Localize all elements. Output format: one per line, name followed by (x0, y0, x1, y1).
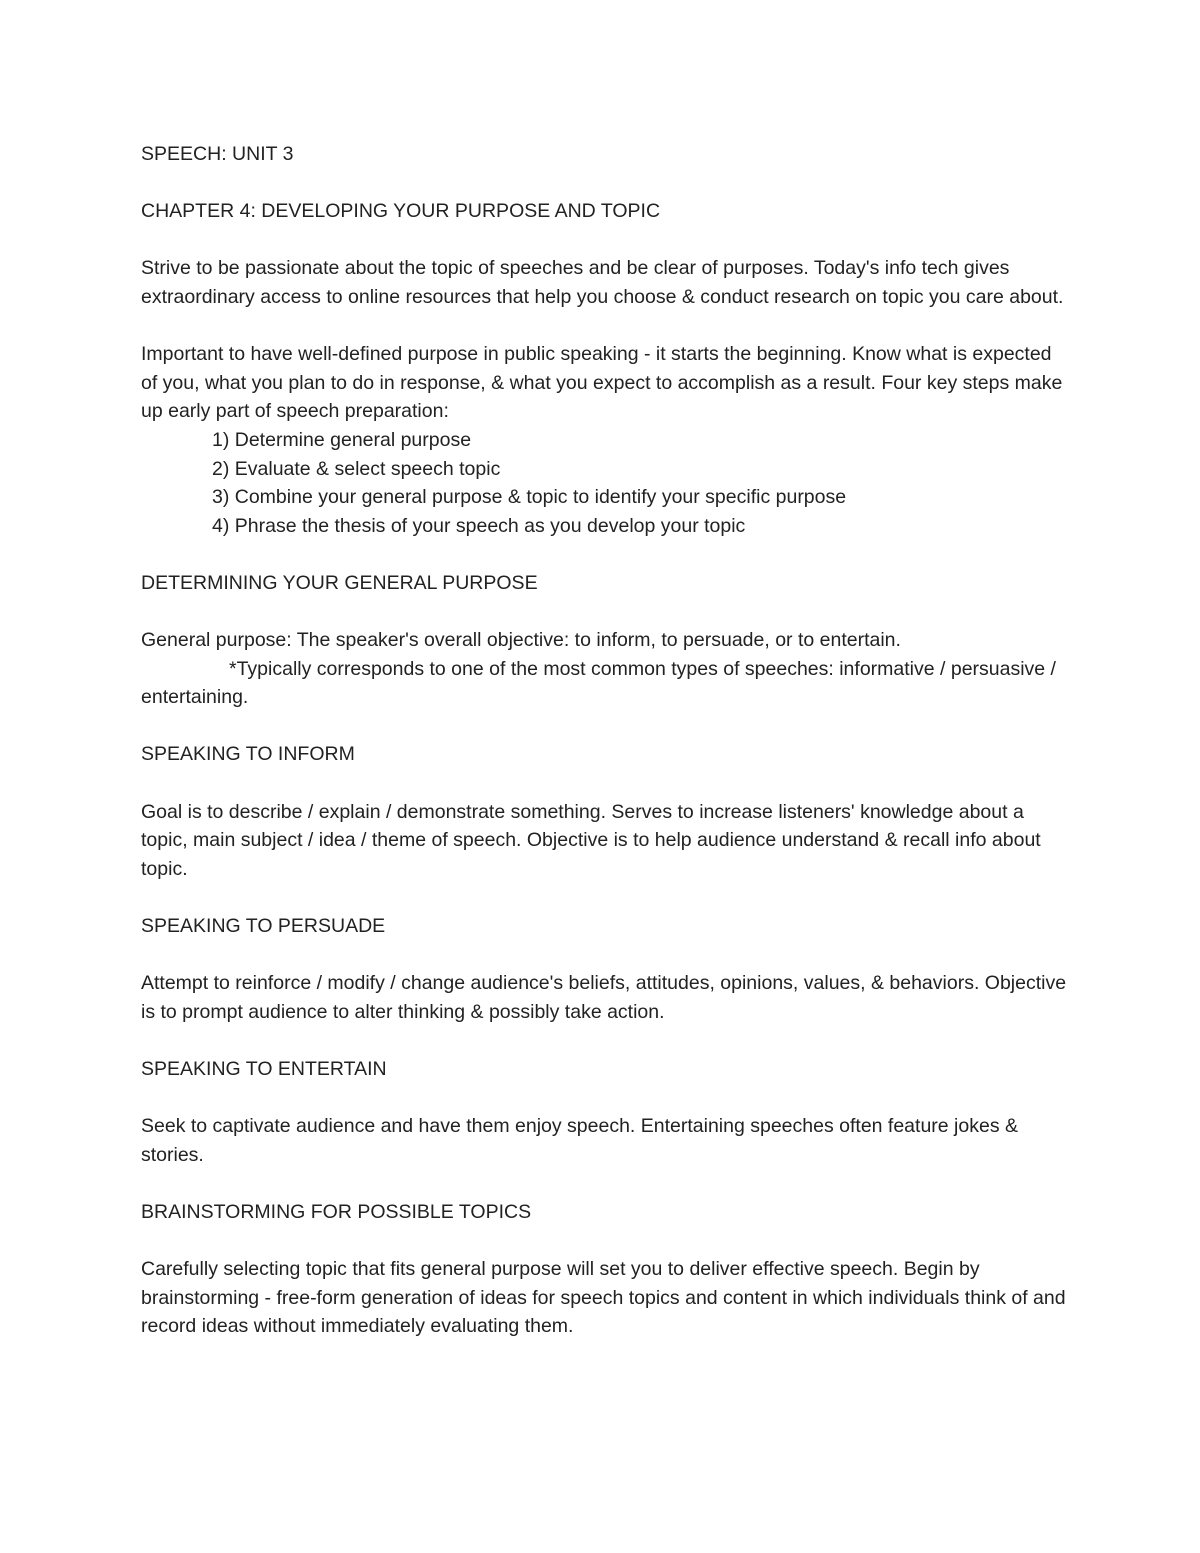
brainstorming-paragraph: Carefully selecting topic that fits general purpose will set you to deliver effective speech. Begin by brainstorming - free-form generation of ideas for speech topics and content in which individuals think of and record ideas without immediately evaluating them. (141, 1258, 1066, 1338)
purpose-paragraph: Important to have well-defined purpose in public speaking - it starts the beginning. Know what is expected of you, what you plan to do in response, & what you expect to accomplish as a result. Four key steps make up early part of speech preparation: (141, 343, 1063, 423)
document-title: SPEECH: UNIT 3 (141, 143, 294, 165)
general-purpose-note: *Typically corresponds to one of the most common types of speeches: informative / persuasive / entertaining. (141, 657, 1056, 709)
intro-paragraph: Strive to be passionate about the topic of speeches and be clear of purposes. Today's info tech gives extraordinary access to online resources that help you choose & conduct research on topic you care about. (141, 257, 1064, 308)
section-heading-inform: SPEAKING TO INFORM (141, 743, 355, 766)
chapter-heading: CHAPTER 4: DEVELOPING YOUR PURPOSE AND TOPIC (141, 200, 661, 223)
list-item: 2) Evaluate & select speech topic (212, 457, 501, 480)
section-heading-persuade: SPEAKING TO PERSUADE (141, 915, 386, 938)
persuade-paragraph: Attempt to reinforce / modify / change audience's beliefs, attitudes, opinions, values, & behaviors. Objective is to prompt audience to alter thinking & possibly take action. (141, 972, 1067, 1023)
list-item: 4) Phrase the thesis of your speech as you develop your topic (212, 514, 746, 537)
section-heading-brainstorming: BRAINSTORMING FOR POSSIBLE TOPICS (141, 1200, 532, 1223)
inform-paragraph: Goal is to describe / explain / demonstrate something. Serves to increase listeners' knowledge about a topic, main subject / idea / theme of speech. Objective is to help audience understand & recall info about topic. (141, 800, 1041, 880)
document-body (141, 140, 1071, 1341)
list-item: 1) Determine general purpose (212, 428, 472, 451)
list-item: 3) Combine your general purpose & topic to identify your specific purpose (212, 486, 847, 509)
general-purpose-paragraph: General purpose: The speaker's overall objective: to inform, to persuade, or to entertain. (141, 629, 901, 652)
entertain-paragraph: Seek to captivate audience and have them enjoy speech. Entertaining speeches often feature jokes & stories. (141, 1115, 1018, 1166)
section-heading-general-purpose: DETERMINING YOUR GENERAL PURPOSE (141, 571, 538, 594)
steps-list (141, 426, 1071, 540)
section-heading-entertain: SPEAKING TO ENTERTAIN (141, 1058, 387, 1080)
